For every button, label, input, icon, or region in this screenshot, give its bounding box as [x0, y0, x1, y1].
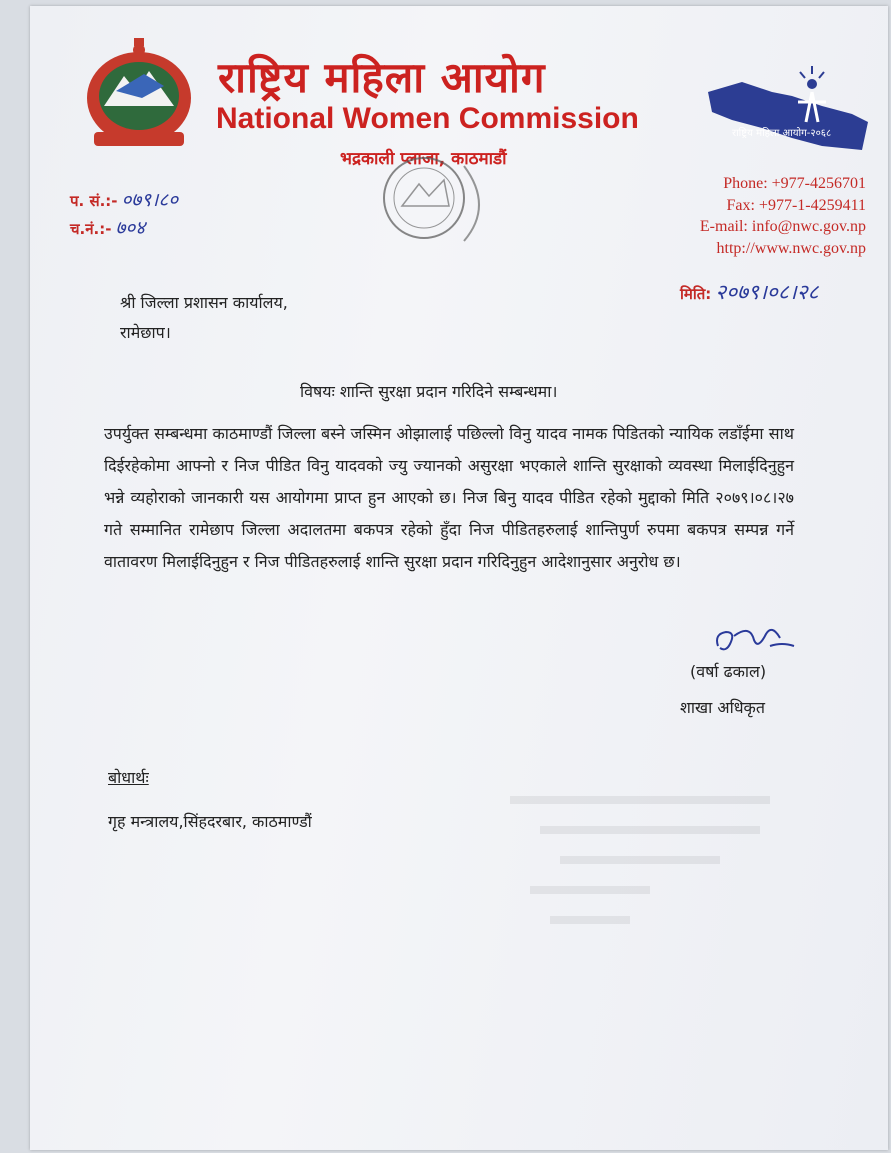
- cc-heading: बोधार्थः: [108, 768, 149, 787]
- contact-fax: Fax: +977-1-4259411: [726, 196, 866, 214]
- letter-date: [680, 278, 819, 306]
- date-value: २०७९।०८।२८: [715, 280, 819, 304]
- ref-chn: [70, 214, 145, 240]
- nepal-emblem-icon: [74, 36, 204, 156]
- ref-ps: [70, 186, 178, 212]
- letter-subject: विषयः शान्ति सुरक्षा प्रदान गरिदिने सम्बन्धमा।: [300, 382, 558, 401]
- date-label: मिति:: [680, 285, 712, 303]
- ref-chn-label: च.नं.:-: [70, 220, 112, 238]
- handwritten-signature: [710, 616, 800, 661]
- ref-ps-label: प. सं.:-: [70, 192, 118, 210]
- contact-block: [700, 173, 866, 259]
- contact-website: http://www.nwc.gov.np: [716, 239, 866, 257]
- letter-body: उपर्युक्त सम्बन्धमा काठमाण्डौं जिल्ला बस्ने जस्मिन ओझालाई पछिल्लो विनु यादव नामक पिडितको न्यायिक लडाँईमा साथ दिईरहेकोमा आफ्नो र निज पीडित विनु यादवको ज्यु ज्यानको असुरक्षा भएकाले शान्ति सुरक्षाको व्यवस्था मिलाईदिनुहुन भन्ने व्यहोराको जानकारी यस आयोगमा प्राप्त हुन आएको छ। निज बिनु यादव पीडित रहेको मुद्दाको मिति २०७९।०८।२७ गते सम्मानित रामेछाप जिल्ला अदालतमा बकपत्र रहेको हुँदा निज पीडितहरुलाई शान्तिपुर्ण रुपमा बकपत्र सम्पन्न गर्ने वातावरण मिलाईदिनुहुन र निज पीडितहरुलाई शान्ति सुरक्षा प्रदान गरिदिनुहुन आदेशानुसार अनुरोध छ।: [104, 424, 794, 571]
- letter-page: [30, 6, 888, 1150]
- org-title-english: National Women Commission: [216, 102, 639, 135]
- contact-phone: Phone: +977-4256701: [723, 175, 866, 192]
- signer-role: शाखा अधिकृत: [680, 698, 765, 717]
- org-title-nepali: राष्ट्रिय महिला आयोग: [218, 53, 546, 102]
- org-location: भद्रकाली प्लाजा, काठमाडौं: [340, 149, 507, 169]
- recipient-line-2: रामेछाप।: [120, 323, 171, 342]
- ref-ps-value: ०७९।८०: [121, 189, 179, 211]
- ref-chn-value: ७०४: [115, 217, 146, 239]
- bleed-through-texture: [500, 776, 800, 956]
- recipient-address: [120, 288, 288, 348]
- map-logo-text: राष्ट्रिय महिला आयोग-२०६८: [732, 128, 832, 139]
- office-seal-stamp: [364, 136, 514, 266]
- nepal-map-logo-icon: [702, 62, 872, 162]
- cc-item: गृह मन्त्रालय,सिंहदरबार, काठमाण्डौं: [108, 812, 312, 831]
- contact-email: E-mail: info@nwc.gov.np: [699, 218, 866, 235]
- recipient-line-1: श्री जिल्ला प्रशासन कार्यालय,: [120, 293, 288, 312]
- signer-name: (वर्षा ढकाल): [690, 662, 767, 681]
